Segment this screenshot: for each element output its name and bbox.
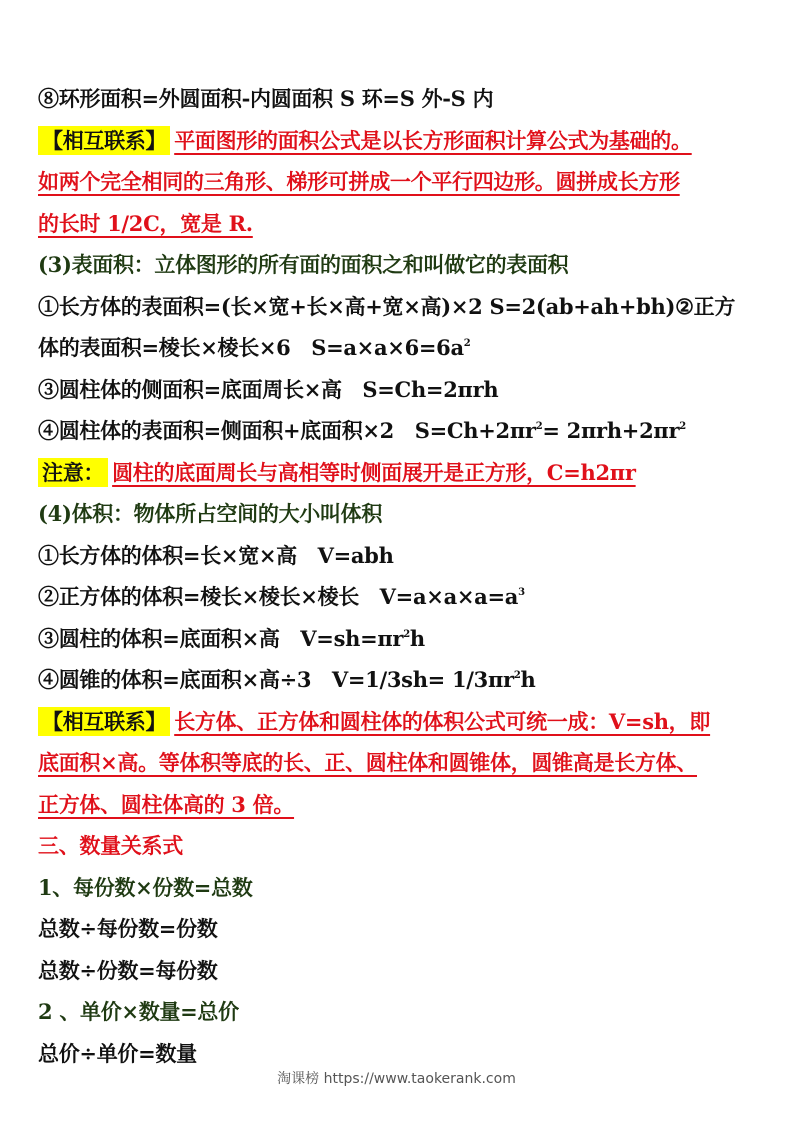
- relation-text-2: 长方体、正方体和圆柱体的体积公式可统一成：V=sh，即: [174, 708, 711, 734]
- document-body: [38, 78, 760, 1074]
- cylinder-surface-formula: ④圆柱体的表面积=侧面积+底面积×2 $S=Ch+2\pi r^2= 2\pi rh+2\pi r^2$: [38, 418, 686, 443]
- volume-heading: (4)体积：物体所占空间的大小叫体积: [38, 501, 383, 526]
- cylinder-volume-formula: ③圆柱的体积=底面积×高 $V=sh=\pi r^2h$: [38, 625, 425, 651]
- relation-1a: 总数÷每份数=份数: [38, 916, 218, 941]
- cylinder-lateral-formula: ③圆柱体的侧面积=底面周长×高 S=Ch=2πrh: [38, 376, 499, 402]
- relation-note-2: [38, 701, 760, 743]
- cuboid-surface-formula: ①长方体的表面积=(长×宽+长×高+宽×高)×2 S=2(ab+ah+bh)②正方: [38, 293, 736, 319]
- page-footer-url: 淘课榜 https://www.taokerank.com: [277, 1071, 516, 1087]
- cone-volume-formula: ④圆锥的体积=底面积×高÷3 $V=1/3sh= 1/3\pi r^2h$: [38, 667, 536, 692]
- relation-note-2-end: 正方体、圆柱体高的 3 倍。: [38, 791, 295, 817]
- relation-text: 平面图形的面积公式是以长方形面积计算公式为基础的。: [174, 127, 692, 153]
- surface-area-heading: (3)表面积：立体图形的所有面的面积之和叫做它的表面积: [38, 252, 569, 277]
- ring-area-formula: ⑧环形面积=外圆面积-内圆面积 S 环=S 外-S 内: [38, 86, 494, 111]
- relation-tag-2: 【相互联系】: [38, 707, 170, 736]
- relation-tag: 【相互联系】: [38, 126, 170, 155]
- attention-note: [38, 452, 760, 494]
- relation-2-heading: 2 、单价×数量=总价: [38, 999, 239, 1024]
- quantity-relations-heading: 三、数量关系式: [38, 833, 183, 858]
- relation-note-1-cont: 如两个完全相同的三角形、梯形可拼成一个平行四边形。圆拼成长方形: [38, 169, 680, 194]
- relation-1b: 总数÷份数=每份数: [38, 957, 218, 983]
- relation-note-1-end: 的长时 1/2C，宽是 R.: [38, 210, 253, 236]
- attention-tag: 注意：: [38, 458, 108, 487]
- relation-2a: 总价÷单价=数量: [38, 1040, 197, 1066]
- relation-note-1: [38, 120, 760, 162]
- relation-1-heading: 1、每份数×份数=总数: [38, 874, 253, 900]
- cube-surface-formula: 体的表面积=棱长×棱长×6 $S=a\times a\times 6=6a^2$: [38, 335, 471, 360]
- relation-note-2-cont: 底面积×高。等体积等底的长、正、圆柱体和圆锥体，圆锥高是长方体、: [38, 750, 697, 775]
- cuboid-volume-formula: ①长方体的体积=长×宽×高 V=abh: [38, 542, 394, 568]
- cube-volume-formula: ②正方体的体积=棱长×棱长×棱长 $V=a\times a\times a=a^3$: [38, 584, 525, 609]
- attention-text: 圆柱的底面周长与高相等时侧面展开是正方形，C=h2πr: [112, 459, 636, 485]
